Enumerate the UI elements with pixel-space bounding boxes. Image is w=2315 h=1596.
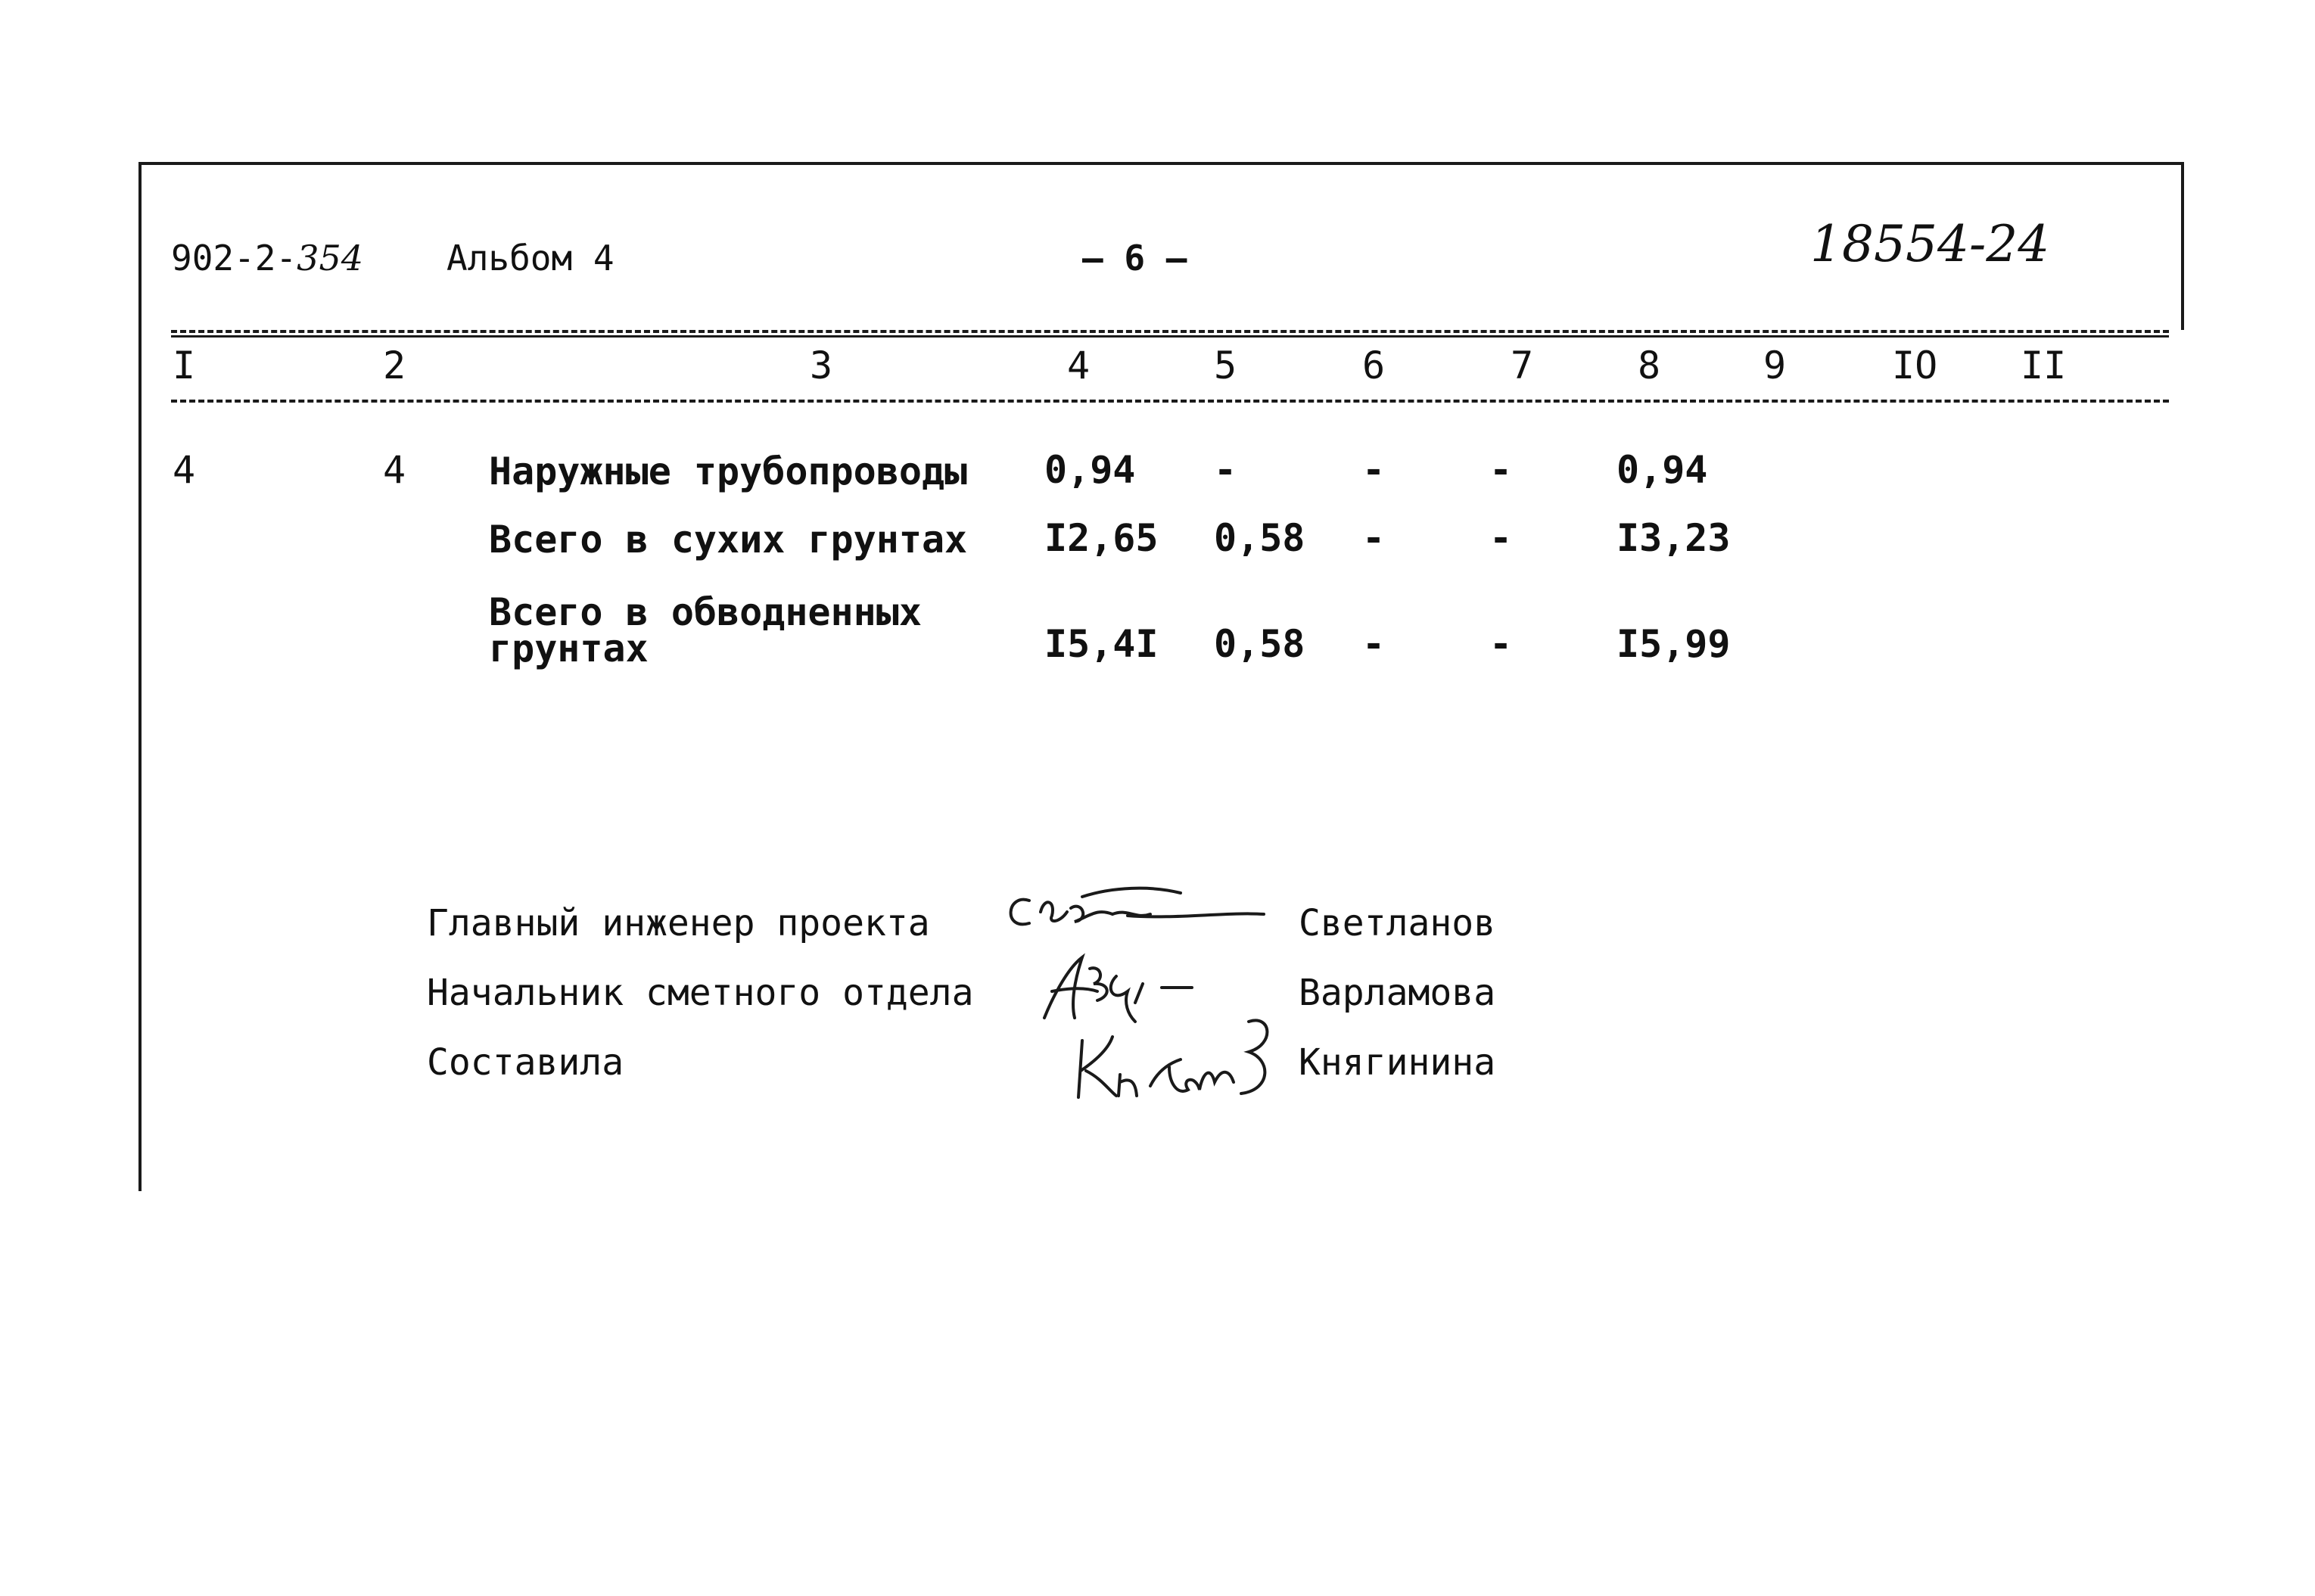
- row-2-col-8: I3,23: [1616, 516, 1731, 560]
- column-number-7: 7: [1511, 344, 1534, 387]
- column-number-10: IO: [1892, 344, 1938, 387]
- column-number-2: 2: [383, 344, 406, 387]
- row-1-col-2: 4: [383, 448, 406, 492]
- signature-name-chief-engineer: Светланов: [1299, 902, 1496, 944]
- row-3-col-4: I5,4I: [1044, 622, 1159, 666]
- frame-right-border: [2181, 162, 2184, 330]
- signature-role-chief-engineer: Главный инженер проекта: [427, 902, 930, 944]
- page-number: — 6 —: [1082, 238, 1187, 278]
- signature-name-compiler: Княгинина: [1299, 1041, 1496, 1084]
- column-header-top-rule-inner: [171, 335, 2169, 338]
- row-2-col-7: -: [1489, 516, 1513, 560]
- doc-code-prefix: 902-2-: [171, 238, 297, 278]
- doc-code-handwritten: 354: [297, 238, 363, 278]
- column-number-11: II: [2021, 344, 2067, 387]
- row-1-col-6: -: [1362, 448, 1386, 492]
- column-number-5: 5: [1214, 344, 1237, 387]
- column-number-4: 4: [1067, 344, 1091, 387]
- registry-number: 18554-24: [1810, 215, 2050, 273]
- column-number-9: 9: [1763, 344, 1787, 387]
- row-1-col-8: 0,94: [1616, 448, 1708, 492]
- row-2-col-6: -: [1362, 516, 1386, 560]
- column-number-1: I: [173, 344, 196, 387]
- frame-top-border: [141, 162, 2184, 165]
- row-2-col-4: I2,65: [1044, 516, 1159, 560]
- column-header-bottom-rule: [171, 400, 2169, 403]
- signature-role-estimate-head: Начальник сметного отдела: [427, 972, 974, 1014]
- column-number-6: 6: [1362, 344, 1386, 387]
- row-1-col-7: -: [1489, 448, 1513, 492]
- album-label: Альбом 4: [447, 238, 615, 278]
- row-2-description: Всего в сухих грунтах: [489, 518, 968, 562]
- row-3-col-5: 0,58: [1214, 622, 1305, 666]
- row-3-col-7: -: [1489, 622, 1513, 666]
- column-header-top-rule: [171, 330, 2169, 333]
- row-3-col-6: -: [1362, 622, 1386, 666]
- handwritten-signature-3: [1067, 1006, 1294, 1105]
- row-1-col-5: -: [1214, 448, 1237, 492]
- row-3-description-line-1: Всего в обводненных: [489, 590, 922, 634]
- row-2-col-5: 0,58: [1214, 516, 1305, 560]
- handwritten-signature-1: [999, 878, 1271, 946]
- frame-left-border: [138, 162, 142, 1191]
- signature-name-estimate-head: Варламова: [1299, 972, 1496, 1014]
- doc-code: [171, 238, 363, 278]
- column-number-3: 3: [810, 344, 833, 387]
- column-number-8: 8: [1638, 344, 1661, 387]
- row-1-description: Наружные трубопроводы: [489, 450, 968, 493]
- row-1-col-1: 4: [173, 448, 196, 492]
- signature-role-compiler: Составила: [427, 1041, 624, 1084]
- row-3-description-line-2: грунтах: [489, 627, 649, 670]
- row-3-col-8: I5,99: [1616, 622, 1731, 666]
- row-1-col-4: 0,94: [1044, 448, 1136, 492]
